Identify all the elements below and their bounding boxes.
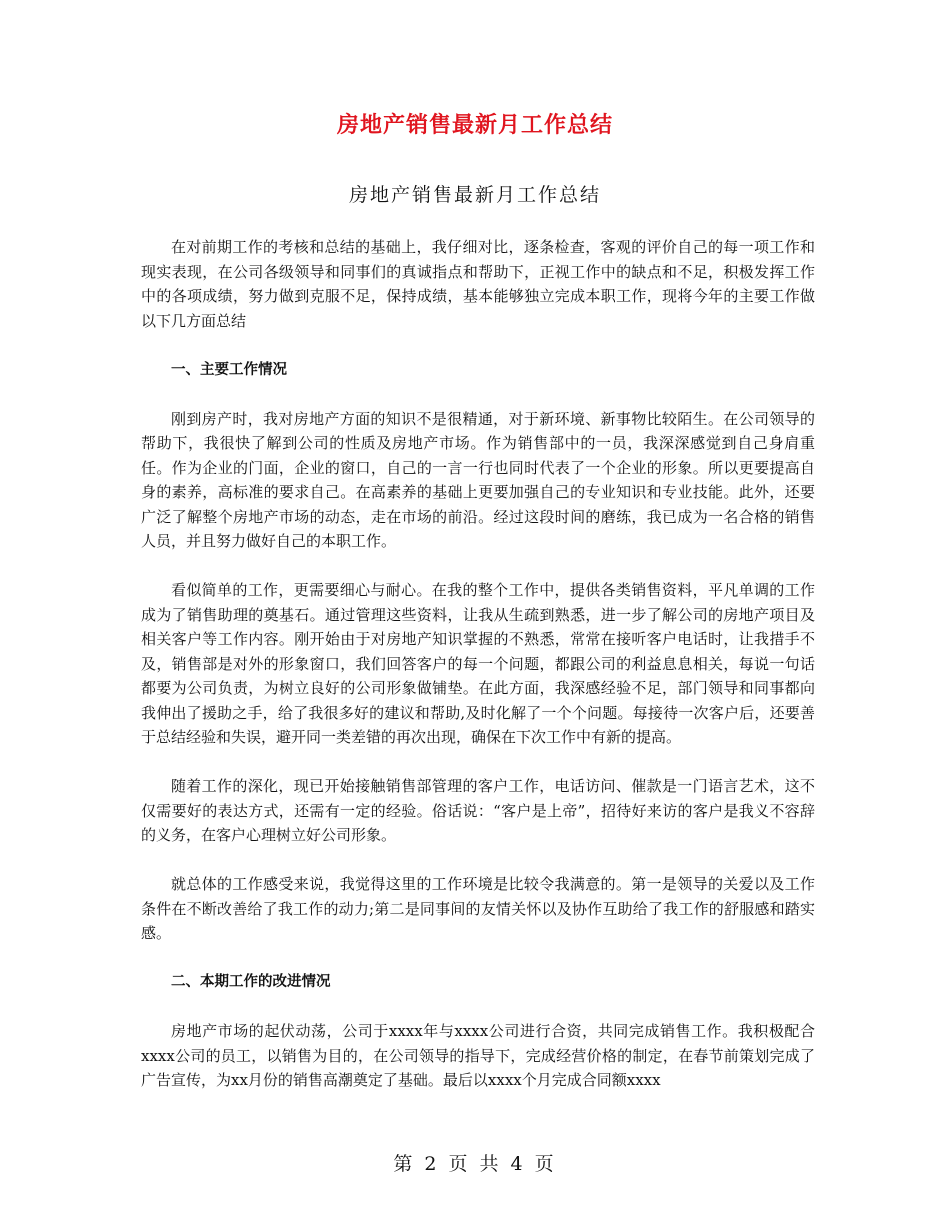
body-paragraph: 看似简单的工作，更需要细心与耐心。在我的整个工作中，提供各类销售资料，平凡单调的工作成为了销售助理的奠基石。通过管理这些资料，让我从生疏到熟悉，进一步了解公司的房地产项目及相关客户等工作内容。刚开始由于对房地产知识掌握的不熟悉，常常在接听客户电话时，让我措手不及，销售部是对外的形象窗口，我们回答客户的每一个问题，都跟公司的利益息息相关，每说一句话都要为公司负责，为树立良好的公司形象做铺垫。在此方面，我深感经验不足，部门领导和同事都向我伸出了援助之手，给了我很多好的建议和帮助,及时化解了一个个问题。每接待一次客户后，还要善于总结经验和失误，避开同一类差错的再次出现，确保在下次工作中有新的提高。 [141, 581, 815, 746]
intro-paragraph: 在对前期工作的考核和总结的基础上，我仔细对比，逐条检查，客观的评价自己的每一项工作和现实表现，在公司各级领导和同事们的真诚指点和帮助下，正视工作中的缺点和不足，积极发挥工作中的各项成绩，努力做到克服不足，保持成绩，基本能够独立完成本职工作，现将今年的主要工作做以下几方面总结 [141, 238, 815, 330]
document-title: 房地产销售最新月工作总结 [336, 112, 613, 138]
section-heading: 二、本期工作的改进情况 [171, 974, 331, 990]
body-paragraph: 刚到房产时，我对房地产方面的知识不是很精通，对于新环境、新事物比较陌生。在公司领导的帮助下，我很快了解到公司的性质及房地产市场。作为销售部中的一员，我深深感觉到自己身肩重任。作为企业的门面，企业的窗口，自己的一言一行也同时代表了一个企业的形象。所以更要提高自身的素养，高标准的要求自己。在高素养的基础上更要加强自己的专业知识和专业技能。此外，还要广泛了解整个房地产市场的动态，走在市场的前沿。经过这段时间的磨练，我已成为一名合格的销售人员，并且努力做好自己的本职工作。 [141, 409, 815, 550]
body-paragraph: 房地产市场的起伏动荡，公司于xxxx年与xxxx公司进行合资，共同完成销售工作。我积极配合xxxx公司的员工，以销售为目的，在公司领导的指导下，完成经营价格的制定，在春节前策划完成了广告宣传，为xx月份的销售高潮奠定了基础。最后以xxxx个月完成合同额xxxx [141, 1022, 815, 1089]
document-subtitle: 房地产销售最新月工作总结 [348, 184, 601, 206]
document-body [141, 235, 815, 1117]
section-heading: 一、主要工作情况 [171, 361, 287, 378]
body-paragraph: 就总体的工作感受来说，我觉得这里的工作环境是比较令我满意的。第一是领导的关爱以及工作条件在不断改善给了我工作的动力;第二是同事间的友情关怀以及协作互助给了我工作的舒服感和踏实感。 [141, 875, 815, 942]
page-number-footer: 第 2 页 共 4 页 [393, 1153, 557, 1175]
body-paragraph: 随着工作的深化，现已开始接触销售部管理的客户工作，电话访问、催款是一门语言艺术，这不仅需要好的表达方式，还需有一定的经验。俗话说：“客户是上帝”，招待好来访的客户是我义不容辞的义务，在客户心理树立好公司形象。 [141, 777, 815, 844]
